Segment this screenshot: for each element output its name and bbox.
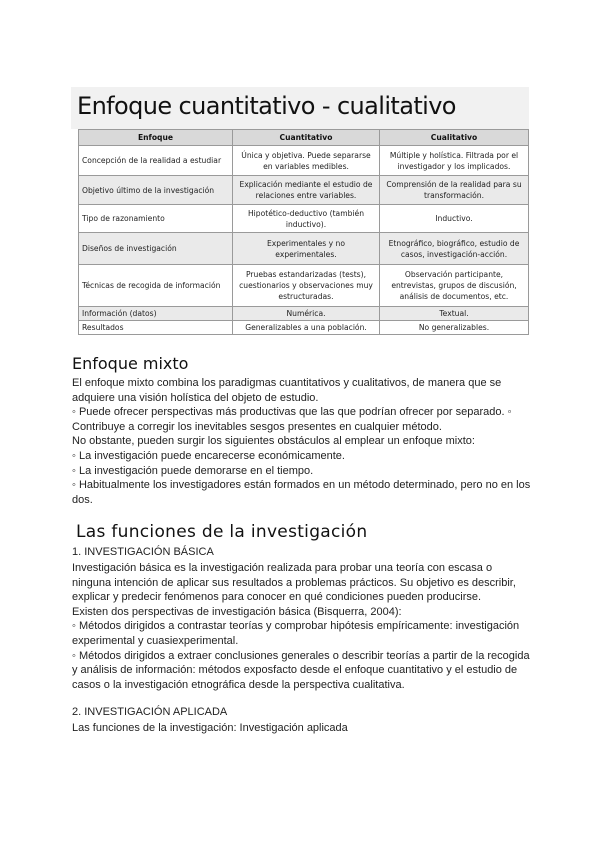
table-cell: Pruebas estandarizadas (tests), cuestionarios y observaciones muy estructuradas. <box>233 265 380 307</box>
table-cell: Concepción de la realidad a estudiar <box>79 146 233 176</box>
table-cell: Textual. <box>380 307 529 321</box>
section-heading-funciones: Las funciones de la investigación <box>76 522 368 542</box>
paragraph-line: ◦ Métodos dirigidos a contrastar teorías y comprobar hipótesis empíricamente: investigación experimental y cuasiexperimental. <box>72 620 520 647</box>
table-row <box>79 321 529 335</box>
table-cell: Tipo de razonamiento <box>79 205 233 233</box>
paragraph-line: Investigación básica es la investigación realizada para probar una teoría con escasa o ninguna intención de aplicar sus resultados a problemas prácticos. Su objetivo es describir, explicar y predecir fenómenos para conocer en qué condiciones pueden producirse. <box>72 562 516 604</box>
table-cell: Información (datos) <box>79 307 233 321</box>
table-cell: Resultados <box>79 321 233 335</box>
table-row <box>79 307 529 321</box>
page-title: Enfoque cuantitativo - cualitativo <box>77 92 456 120</box>
table-cell: Diseños de investigación <box>79 233 233 265</box>
table-cell: Observación participante, entrevistas, grupos de discusión, análisis de documentos, etc. <box>380 265 529 307</box>
mixto-body <box>72 376 532 507</box>
table-header-row <box>79 130 529 146</box>
comparison-table <box>78 129 529 335</box>
table-cell: Explicación mediante el estudio de relaciones entre variables. <box>233 176 380 205</box>
section-heading-mixto: Enfoque mixto <box>72 354 189 373</box>
table-cell: Objetivo último de la investigación <box>79 176 233 205</box>
table-cell: Técnicas de recogida de información <box>79 265 233 307</box>
table-cell: Etnográfico, biográfico, estudio de casos, investigación-acción. <box>380 233 529 265</box>
table-cell: No generalizables. <box>380 321 529 335</box>
table-cell: Múltiple y holística. Filtrada por el investigador y los implicados. <box>380 146 529 176</box>
subheading-aplicada: 2. INVESTIGACIÓN APLICADA <box>72 706 228 718</box>
table-row <box>79 176 529 205</box>
table-cell: Generalizables a una población. <box>233 321 380 335</box>
table-row <box>79 233 529 265</box>
paragraph-line: ◦ Puede ofrecer perspectivas más productivas que las que podrían ofrecer por separado. ◦ Contribuye a corregir los inevitables sesgos presentes en cualquier método. <box>72 406 512 433</box>
table-row <box>79 146 529 176</box>
column-header: Cuantitativo <box>233 130 380 146</box>
table-row <box>79 205 529 233</box>
column-header: Cualitativo <box>380 130 529 146</box>
aplicada-line: Las funciones de la investigación: Investigación aplicada <box>72 722 348 734</box>
table-cell: Única y objetiva. Puede separarse en variables medibles. <box>233 146 380 176</box>
paragraph-line: ◦ Habitualmente los investigadores están formados en un método determinado, pero no en los dos. <box>72 479 531 506</box>
section-header-banner <box>71 87 529 129</box>
basica-body <box>72 561 532 692</box>
paragraph-line: ◦ La investigación puede demorarse en el tiempo. <box>72 464 314 477</box>
paragraph-line: Existen dos perspectivas de investigación básica (Bisquerra, 2004): <box>72 605 402 618</box>
table-cell: Comprensión de la realidad para su transformación. <box>380 176 529 205</box>
paragraph-line: ◦ Métodos dirigidos a extraer conclusiones generales o describir teorías a partir de la recogida y análisis de información: métodos exposfacto desde el enfoque cuantitativo y el estudio de casos o la investigación etnográfica desde la perspectiva cualitativa. <box>72 649 530 691</box>
paragraph-line: No obstante, pueden surgir los siguientes obstáculos al emplear un enfoque mixto: <box>72 435 475 448</box>
paragraph-line: ◦ La investigación puede encarecerse económicamente. <box>72 449 345 462</box>
subheading-basica: 1. INVESTIGACIÓN BÁSICA <box>72 546 214 558</box>
table-cell: Experimentales y no experimentales. <box>233 233 380 265</box>
column-header: Enfoque <box>79 130 233 146</box>
paragraph-line: El enfoque mixto combina los paradigmas cuantitativos y cualitativos, de manera que se adquiere una visión holística del objeto de estudio. <box>72 377 502 404</box>
table-cell: Hipotético-deductivo (también inductivo). <box>233 205 380 233</box>
table-cell: Inductivo. <box>380 205 529 233</box>
table-cell: Numérica. <box>233 307 380 321</box>
table-row <box>79 265 529 307</box>
